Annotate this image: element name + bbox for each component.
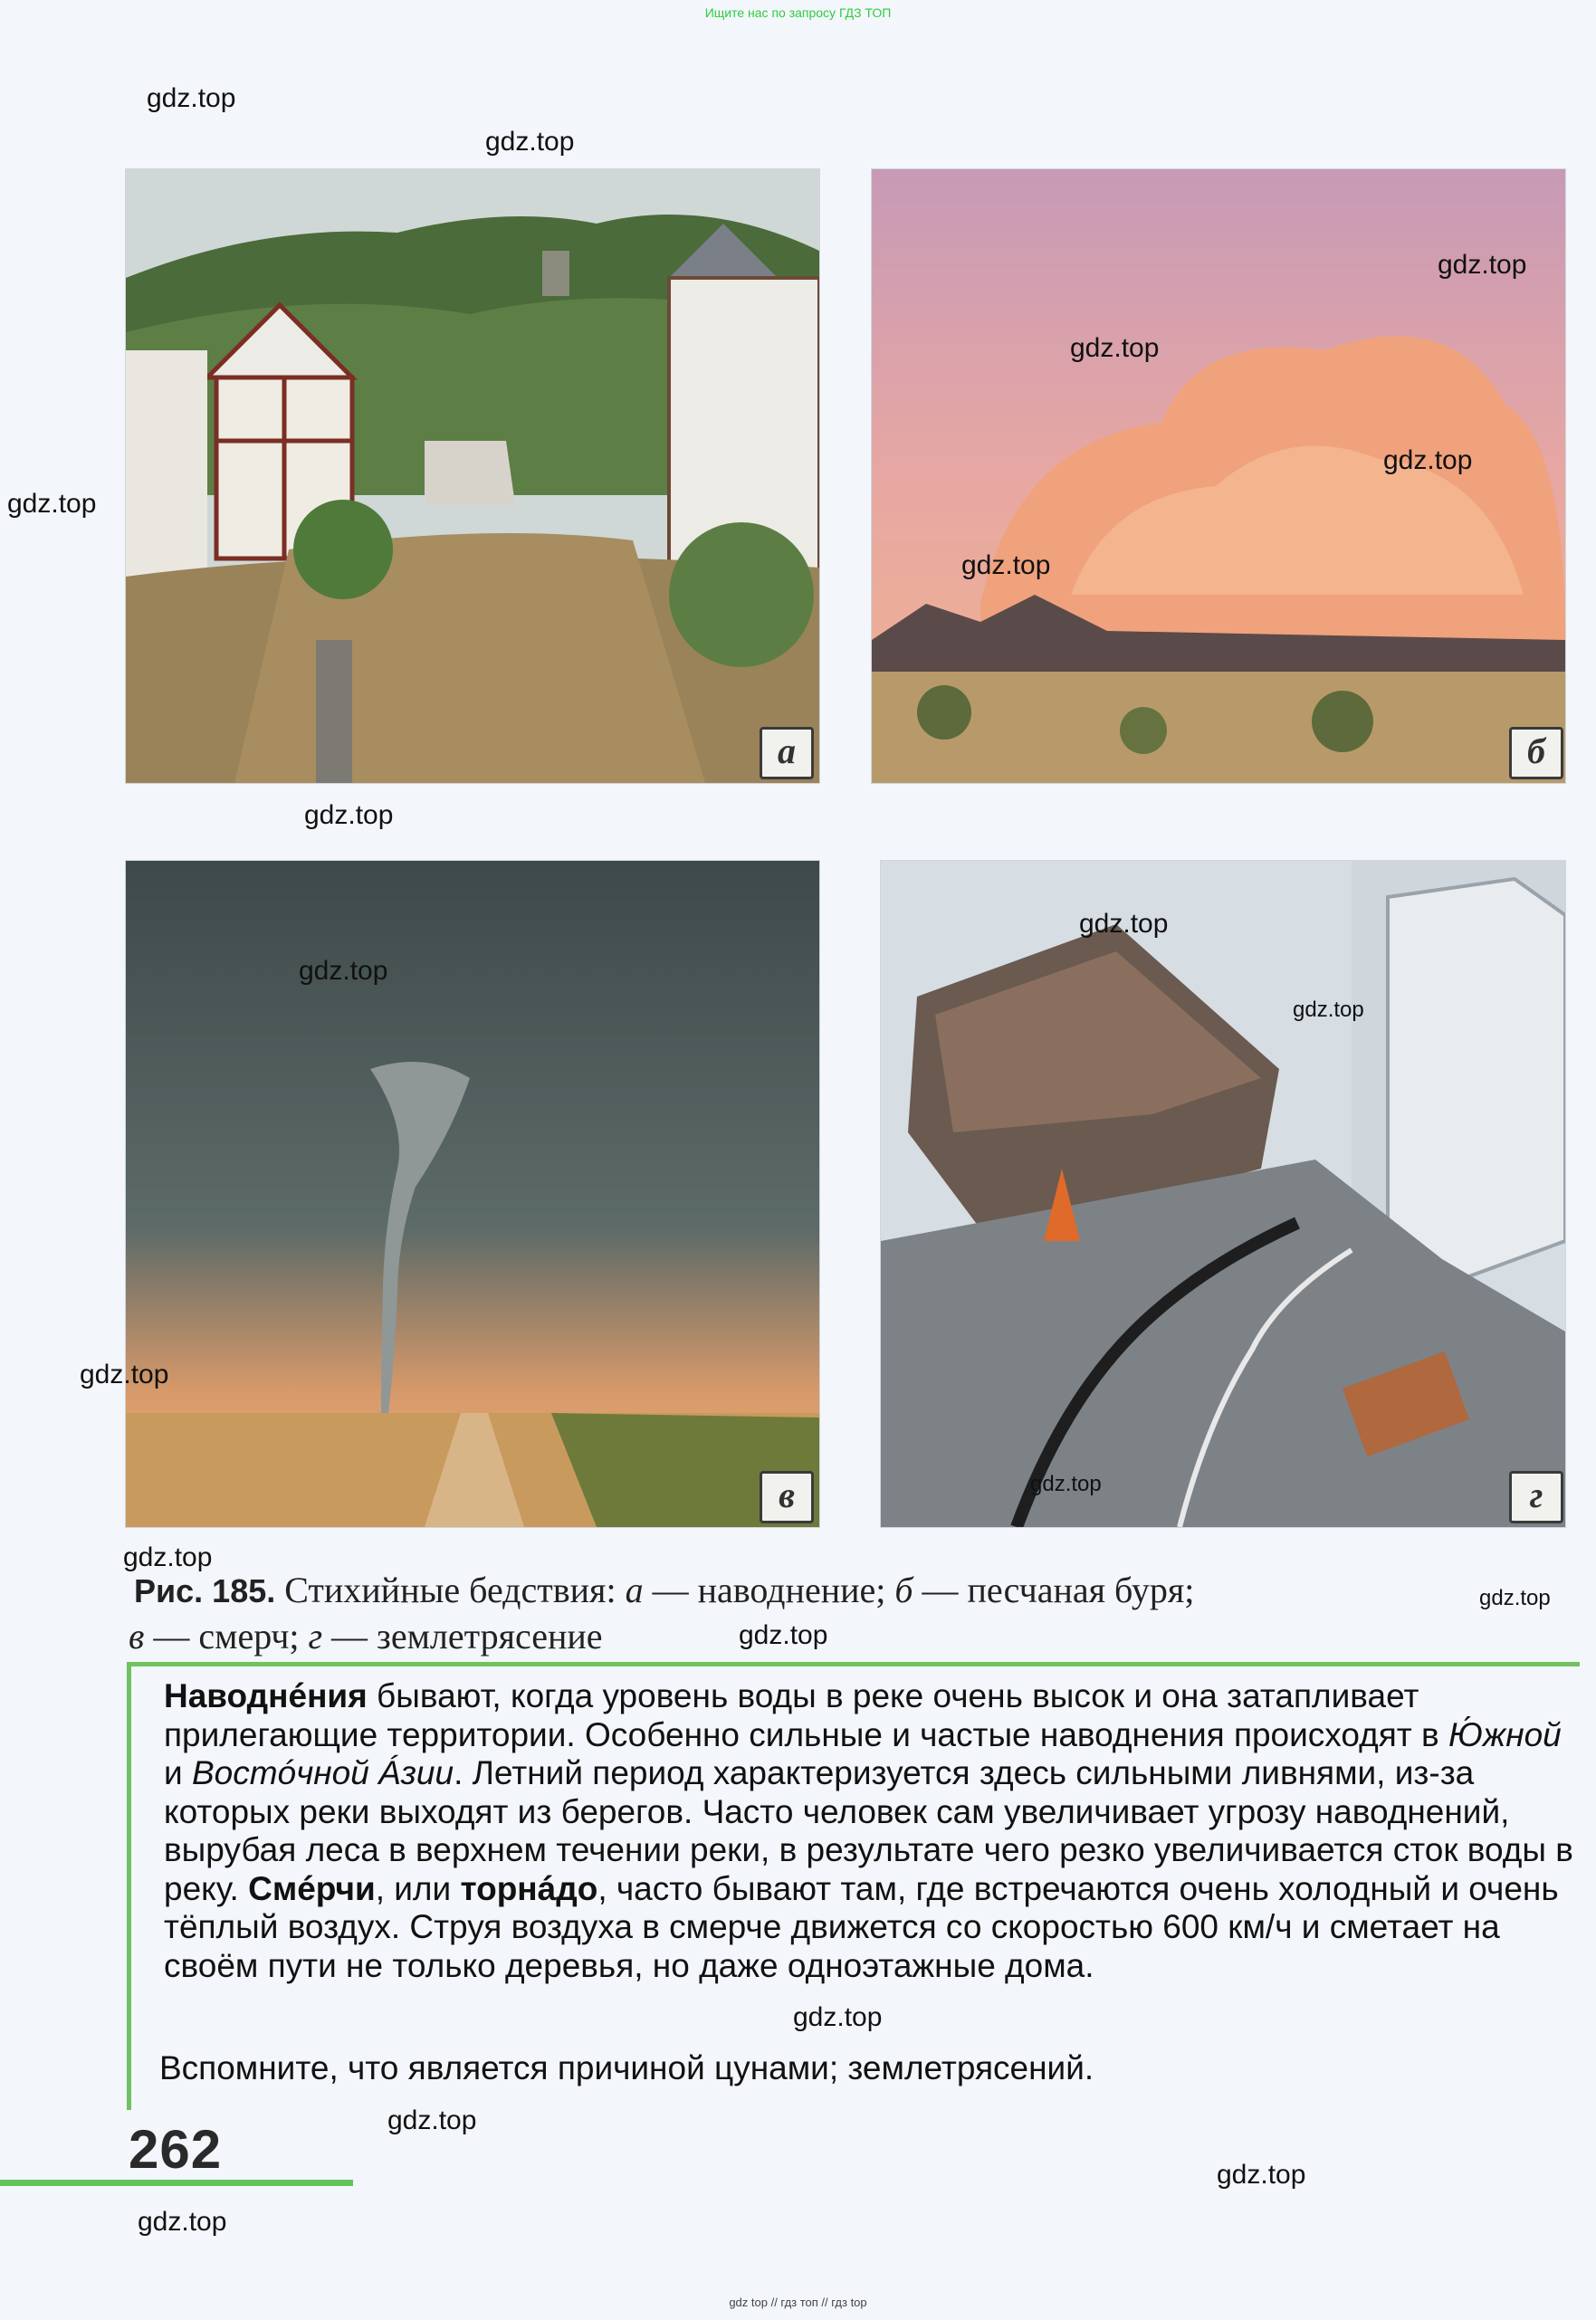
- term-east-asia: Востóчной Áзии: [191, 1754, 454, 1791]
- watermark: gdz.top: [1217, 2160, 1306, 2190]
- paragraph-and: и: [164, 1754, 192, 1791]
- watermark: gdz.top: [1438, 250, 1527, 280]
- term-south-asia: Ю́жной: [1448, 1715, 1562, 1753]
- caption-v-text: — смерч;: [153, 1616, 300, 1656]
- main-paragraph: [164, 1677, 1576, 1985]
- page-number-rule: [0, 2180, 353, 2186]
- paragraph-part-1: бывают, когда уровень воды в реке очень высок и она затапливает прилегающие территории. Особенно сильные и частые наводнения происходят в: [164, 1677, 1448, 1753]
- caption-v-letter: в: [129, 1616, 145, 1656]
- bottom-banner: gdz top // гдз топ // гдз top: [729, 2296, 867, 2309]
- photo-letter-b: б: [1509, 727, 1563, 779]
- watermark: gdz.top: [793, 2002, 883, 2032]
- paragraph-part-3: , или: [375, 1869, 461, 1907]
- photo-letter-g: г: [1509, 1471, 1563, 1523]
- earthquake-illustration: [881, 861, 1565, 1527]
- figure-label: Рис. 185.: [134, 1572, 276, 1609]
- watermark: gdz.top: [147, 83, 236, 113]
- watermark: gdz.top: [1383, 445, 1473, 475]
- caption-lead: Стихийные бедствия:: [284, 1570, 616, 1610]
- watermark: gdz.top: [138, 2207, 227, 2237]
- term-floods: Наводнéния: [164, 1677, 368, 1714]
- watermark: gdz.top: [304, 800, 394, 830]
- caption-a-text: — наводнение;: [652, 1570, 886, 1610]
- watermark: gdz.top: [739, 1620, 828, 1650]
- main-text-block: [127, 1662, 1580, 2110]
- watermark: gdz.top: [123, 1542, 213, 1572]
- watermark: gdz.top: [1070, 333, 1160, 363]
- watermark: gdz.top: [1479, 1586, 1551, 1610]
- page-number: 262: [129, 2119, 223, 2180]
- watermark: gdz.top: [1030, 1472, 1102, 1496]
- watermark: gdz.top: [299, 956, 388, 986]
- photo-flood: [125, 168, 820, 784]
- caption-b-letter: б: [894, 1570, 913, 1610]
- caption-b-text: — песчаная буря;: [922, 1570, 1195, 1610]
- watermark: gdz.top: [80, 1360, 169, 1389]
- watermark: gdz.top: [1293, 998, 1364, 1022]
- remember-question: Вспомните, что является причиной цунами; землетрясений.: [159, 2049, 1094, 2086]
- figure-caption: [129, 1568, 1582, 1659]
- photo-tornado: [125, 860, 820, 1528]
- watermark: gdz.top: [485, 127, 575, 157]
- flood-illustration: [126, 169, 819, 783]
- photo-letter-v: в: [760, 1471, 814, 1523]
- caption-g-letter: г: [308, 1616, 323, 1656]
- caption-a-letter: а: [625, 1570, 644, 1610]
- caption-g-text: — землетрясение: [331, 1616, 603, 1656]
- term-tornado: Смéрчи: [248, 1869, 376, 1907]
- top-banner: Ищите нас по запросу ГДЗ ТОП: [704, 5, 892, 20]
- watermark: gdz.top: [1079, 909, 1169, 939]
- photo-letter-a: а: [760, 727, 814, 779]
- watermark: gdz.top: [7, 489, 97, 519]
- watermark: gdz.top: [387, 2105, 477, 2135]
- paragraph-part-2: . Летний период характеризуется здесь сильными ливнями, из-за которых реки выходят из берегов. Часто человек сам увеличивает угрозу наводнений, вырубая леса в верхнем течении реки, в результате чего резко увеличивается сток воды в реку.: [164, 1754, 1573, 1907]
- watermark: gdz.top: [961, 550, 1051, 580]
- paragraph-part-4: , часто бывают там, где встречаются очень холодный и очень тёплый воздух. Струя воздуха в смерче движется со скоростью 600 км/ч и сметает на своём пути не только деревья, но даже одноэтажные дома.: [164, 1869, 1559, 1984]
- photo-earthquake: [880, 860, 1566, 1528]
- tornado-illustration: [126, 861, 819, 1527]
- term-tornado-2: торнáдо: [460, 1869, 598, 1907]
